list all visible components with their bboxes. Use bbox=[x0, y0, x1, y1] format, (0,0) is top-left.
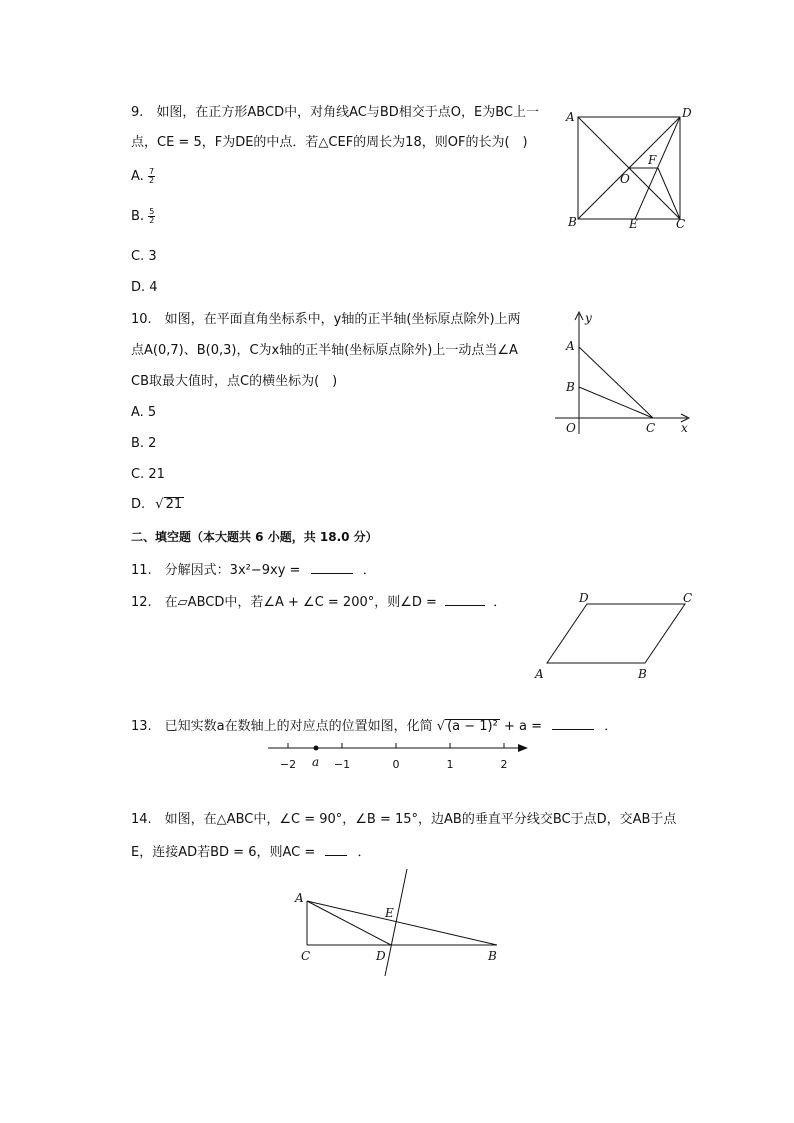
q14-line2 bbox=[131, 843, 371, 862]
q10-option-a[interactable]: A. 5 bbox=[131, 405, 157, 420]
q14-triangle-figure bbox=[292, 866, 507, 981]
q9-option-a[interactable] bbox=[131, 168, 155, 186]
label-d: D bbox=[579, 591, 589, 605]
q11-text: 11. 分解因式：3x²−9xy = bbox=[131, 563, 301, 578]
parallelogram-abcd bbox=[547, 604, 685, 663]
q10-coordinate-figure bbox=[555, 308, 700, 438]
q12-text: 12. 在▱ABCD中，若∠A + ∠C = 200°，则∠D = bbox=[131, 595, 437, 610]
q12-parallelogram-figure bbox=[533, 590, 698, 685]
label-c: C bbox=[646, 421, 656, 435]
perpendicular-bisector bbox=[385, 869, 407, 976]
label-o: O bbox=[566, 421, 576, 435]
fraction-numerator: 7 bbox=[148, 167, 155, 176]
q9-line2: 点，CE = 5，F为DE的中点．若△CEF的周长为18，则OF的长为( ) bbox=[131, 135, 528, 150]
q11 bbox=[131, 561, 376, 580]
label-a: A bbox=[295, 891, 304, 905]
label-x: x bbox=[681, 421, 688, 435]
segment-ad bbox=[307, 901, 391, 945]
q9-option-d[interactable]: D. 4 bbox=[131, 280, 158, 295]
q9-option-a-label: A. bbox=[131, 169, 144, 184]
q10-option-b[interactable]: B. 2 bbox=[131, 436, 157, 451]
q9-square-figure bbox=[560, 100, 700, 240]
q9-option-a-fraction bbox=[148, 168, 155, 185]
q13-answer-blank[interactable] bbox=[552, 717, 594, 730]
q9-option-c[interactable]: C. 3 bbox=[131, 249, 157, 264]
segment-fc bbox=[658, 168, 680, 219]
q13-text: 13. 已知实数a在数轴上的对应点的位置如图，化简 bbox=[131, 719, 433, 734]
q13-radicand: (a − 1)² bbox=[447, 719, 498, 734]
q13-number-line bbox=[262, 738, 532, 778]
segment-ac bbox=[579, 347, 653, 418]
q9-line1: 9. 如图，在正方形ABCD中，对角线AC与BD相交于点O，E为BC上一 bbox=[131, 105, 539, 120]
label-c: C bbox=[683, 591, 693, 605]
q10-line2: 点A(0,7)、B(0,3)，C为x轴的正半轴(坐标原点除外)上一动点当∠A bbox=[131, 343, 518, 358]
label-c: C bbox=[301, 949, 311, 963]
label-a: A bbox=[566, 339, 575, 353]
q13: 13. 已知实数a在数轴上的对应点的位置如图，化简 √ (a − 1)² + a = ． bbox=[131, 719, 618, 734]
section-title: 二、填空题（本大题共 6 小题，共 18.0 分） bbox=[131, 530, 378, 544]
number-line-arrow bbox=[518, 744, 528, 752]
label-e: E bbox=[629, 217, 638, 231]
label-d: D bbox=[682, 106, 692, 120]
label-e: E bbox=[385, 906, 394, 920]
fraction-denominator: 2 bbox=[149, 216, 155, 225]
label-b: B bbox=[568, 215, 577, 229]
q12 bbox=[131, 593, 506, 612]
q10-option-d[interactable]: D. √ 21 bbox=[131, 497, 183, 512]
fraction-denominator: 2 bbox=[148, 176, 155, 185]
q13-suffix: ． bbox=[604, 719, 618, 734]
q14-text: E，连接AD若BD = 6，则AC = bbox=[131, 845, 316, 860]
tick-label: 1 bbox=[446, 758, 454, 771]
label-b: B bbox=[638, 667, 647, 681]
q9-option-b-label: B. bbox=[131, 209, 145, 224]
q9-option-b[interactable] bbox=[131, 208, 155, 226]
tick-label: −1 bbox=[333, 758, 351, 771]
q11-suffix: ． bbox=[362, 563, 376, 578]
label-b: B bbox=[488, 949, 497, 963]
q12-answer-blank[interactable] bbox=[445, 593, 485, 606]
point-a bbox=[314, 746, 319, 751]
tick-label: 0 bbox=[392, 758, 400, 771]
q10-line3: CB取最大值时，点C的横坐标为( ) bbox=[131, 374, 338, 389]
q12-suffix: ． bbox=[493, 595, 507, 610]
q14-line1: 14. 如图，在△ABC中，∠C = 90°，∠B = 15°，边AB的垂直平分线交BC于点D，交AB于点 bbox=[131, 812, 677, 827]
point-a-label: a bbox=[312, 755, 320, 769]
q11-answer-blank[interactable] bbox=[311, 561, 353, 574]
label-y: y bbox=[585, 311, 592, 325]
label-d: D bbox=[376, 949, 386, 963]
segment-ab bbox=[307, 901, 497, 945]
label-b: B bbox=[566, 380, 575, 394]
q9-option-b-fraction bbox=[148, 208, 155, 225]
q10-option-d-radicand: 21 bbox=[165, 497, 183, 512]
q14-answer-blank[interactable] bbox=[325, 843, 347, 856]
q10-option-d-label: D. bbox=[131, 497, 146, 512]
tick-label: 2 bbox=[500, 758, 508, 771]
segment-bc bbox=[579, 387, 653, 418]
label-f: F bbox=[648, 153, 657, 167]
q10-line1: 10. 如图，在平面直角坐标系中，y轴的正半轴(坐标原点除外)上两 bbox=[131, 312, 521, 327]
fraction-numerator: 5 bbox=[149, 207, 155, 216]
label-a: A bbox=[566, 110, 575, 124]
label-a: A bbox=[535, 667, 544, 681]
q13-after: + a = bbox=[503, 719, 543, 734]
q14-suffix: ． bbox=[357, 845, 371, 860]
q10-option-c[interactable]: C. 21 bbox=[131, 467, 165, 482]
tick-label: −2 bbox=[279, 758, 297, 771]
label-c: C bbox=[676, 217, 686, 231]
label-o: O bbox=[620, 172, 630, 186]
